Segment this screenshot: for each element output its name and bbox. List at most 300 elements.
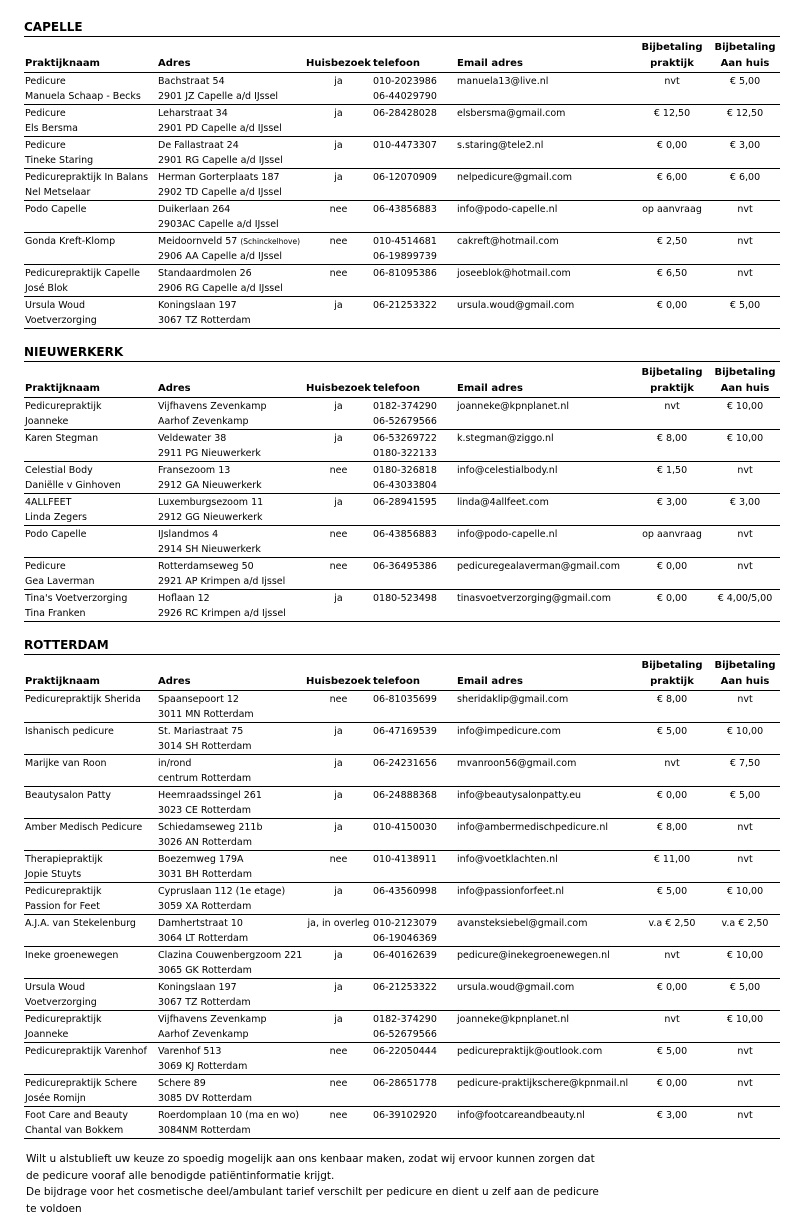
- address-line: [158, 559, 304, 574]
- section-capelle: [24, 18, 780, 329]
- address-text: 3084NM Rotterdam: [158, 1125, 251, 1136]
- name-line: Pedicure: [25, 108, 66, 119]
- address-line: [158, 138, 304, 153]
- address-text: 3067 TZ Rotterdam: [158, 997, 251, 1008]
- phone-line: 010-4473307: [373, 140, 437, 151]
- address-text: 3031 BH Rotterdam: [158, 869, 253, 880]
- practice-address: [157, 819, 305, 851]
- phone-line: 06-21253322: [373, 982, 437, 993]
- table-row: [24, 297, 780, 329]
- address-note: (Schinckelhove): [240, 237, 300, 246]
- fee-practice: € 1,50: [656, 465, 688, 476]
- address-text: 3065 GK Rotterdam: [158, 965, 252, 976]
- phone-line: 06-81035699: [373, 694, 437, 705]
- address-line: [158, 606, 304, 621]
- phone-line: 06-52679566: [373, 416, 437, 427]
- phone: [372, 979, 456, 1011]
- address-text: 2901 PD Capelle a/d IJssel: [158, 123, 282, 134]
- address-text: Roerdomplaan 10 (ma en wo): [158, 1110, 300, 1121]
- practice-name: [24, 1043, 157, 1075]
- address-line: [158, 202, 304, 217]
- phone-line: 06-19899739: [373, 251, 437, 262]
- name-line: Podo Capelle: [25, 529, 87, 540]
- phone: [372, 462, 456, 494]
- phone-line: 010-4150030: [373, 822, 437, 833]
- phone: [372, 1075, 456, 1107]
- practice-name: [24, 755, 157, 787]
- name-line: Pedicurepraktijk: [25, 886, 102, 897]
- email-link[interactable]: info@podo-capelle.nl: [457, 529, 558, 540]
- header-bijbetaling-praktijk: [634, 655, 710, 691]
- table-row: [24, 526, 780, 558]
- phone: [372, 169, 456, 201]
- fee-home: € 5,00: [729, 300, 761, 311]
- email-link[interactable]: info@ambermedischpedicure.nl: [457, 822, 608, 833]
- table-row: [24, 1043, 780, 1075]
- practice-address: [157, 787, 305, 819]
- table-row: [24, 169, 780, 201]
- header-telefoon: telefoon: [373, 58, 420, 69]
- address-text: 3085 DV Rotterdam: [158, 1093, 252, 1104]
- name-line: Pedicurepraktijk Schere: [25, 1078, 138, 1089]
- phone: [372, 1011, 456, 1043]
- address-text: De Fallastraat 24: [158, 140, 239, 151]
- fee-practice: op aanvraag: [642, 204, 702, 215]
- address-line: [158, 170, 304, 185]
- phone-line: 0180-326818: [373, 465, 437, 476]
- address-line: [158, 771, 304, 786]
- practice-name: [24, 169, 157, 201]
- name-line: Karen Stegman: [25, 433, 99, 444]
- fee-home: nvt: [737, 1110, 753, 1121]
- section-title: NIEUWERKERK: [24, 345, 124, 359]
- address-line: [158, 217, 304, 232]
- home-visit: ja: [334, 140, 343, 151]
- practice-address: [157, 398, 305, 430]
- phone-line: 06-53269722: [373, 433, 437, 444]
- email-link[interactable]: info@impedicure.com: [457, 726, 561, 737]
- home-visit: nee: [329, 854, 348, 865]
- email-link[interactable]: cakreft@hotmail.com: [457, 236, 559, 247]
- header-huisbezoek: Huisbezoek: [306, 383, 371, 394]
- table-row: [24, 430, 780, 462]
- address-line: [158, 510, 304, 525]
- home-visit: ja, in overleg: [307, 918, 370, 929]
- name-line: Celestial Body: [25, 465, 93, 476]
- phone: [372, 883, 456, 915]
- practice-name: [24, 691, 157, 723]
- name-line: Tineke Staring: [25, 155, 94, 166]
- name-line: Tina Franken: [25, 608, 86, 619]
- address-text: 2911 PG Nieuwerkerk: [158, 448, 261, 459]
- address-text: 3067 TZ Rotterdam: [158, 315, 251, 326]
- header-line: Aan huis: [720, 383, 770, 394]
- address-text: Standaardmolen 26: [158, 268, 252, 279]
- home-visit: ja: [334, 497, 343, 508]
- email-link[interactable]: k.stegman@ziggo.nl: [457, 433, 554, 444]
- practice-name: [24, 915, 157, 947]
- table-row: [24, 1107, 780, 1139]
- email-link[interactable]: info@celestialbody.nl: [457, 465, 558, 476]
- home-visit: ja: [334, 950, 343, 961]
- fee-home: nvt: [737, 465, 753, 476]
- address-line: [158, 1012, 304, 1027]
- phone-line: 06-43856883: [373, 529, 437, 540]
- address-line: [158, 414, 304, 429]
- practice-address: [157, 851, 305, 883]
- header-huisbezoek: Huisbezoek: [306, 58, 371, 69]
- address-text: 2926 RC Krimpen a/d Ijssel: [158, 608, 286, 619]
- email-link[interactable]: pedicurepraktijk@outlook.com: [457, 1046, 603, 1057]
- header-row: [24, 362, 780, 398]
- fee-practice: € 3,00: [656, 1110, 688, 1121]
- note-line: te voldoen: [26, 1202, 82, 1215]
- email-link[interactable]: s.staring@tele2.nl: [457, 140, 544, 151]
- table-row: [24, 979, 780, 1011]
- home-visit: nee: [329, 268, 348, 279]
- practice-address: [157, 691, 305, 723]
- email-link[interactable]: mvanroon56@gmail.com: [457, 758, 577, 769]
- phone: [372, 430, 456, 462]
- practice-address: [157, 1043, 305, 1075]
- practice-address: [157, 915, 305, 947]
- practice-name: [24, 590, 157, 622]
- practice-table: [24, 36, 780, 329]
- phone: [372, 233, 456, 265]
- fee-home: € 10,00: [726, 401, 764, 412]
- header-line: Bijbetaling: [714, 660, 776, 671]
- name-line: Voetverzorging: [25, 997, 97, 1008]
- address-line: [158, 249, 304, 264]
- address-line: [158, 1123, 304, 1138]
- practice-name: [24, 1011, 157, 1043]
- address-text: 2912 GA Nieuwerkerk: [158, 480, 262, 491]
- home-visit: ja: [334, 1014, 343, 1025]
- home-visit: nee: [329, 561, 348, 572]
- header-praktijknaam: Praktijknaam: [25, 676, 100, 687]
- email-link[interactable]: info@beautysalonpatty.eu: [457, 790, 582, 801]
- table-row: [24, 819, 780, 851]
- table-row: [24, 787, 780, 819]
- fee-home: € 10,00: [726, 726, 764, 737]
- practice-address: [157, 755, 305, 787]
- practice-table: [24, 654, 780, 1139]
- email-link[interactable]: elsbersma@gmail.com: [457, 108, 566, 119]
- name-line: Pedicurepraktijk: [25, 1014, 102, 1025]
- home-visit: nee: [329, 529, 348, 540]
- header-telefoon: telefoon: [373, 383, 420, 394]
- home-visit: nee: [329, 465, 348, 476]
- fee-practice: nvt: [664, 1014, 680, 1025]
- email-link[interactable]: tinasvoetverzorging@gmail.com: [457, 593, 611, 604]
- practice-name: [24, 947, 157, 979]
- email-link[interactable]: ursula.woud@gmail.com: [457, 982, 575, 993]
- header-praktijknaam: Praktijknaam: [25, 383, 100, 394]
- practice-address: [157, 297, 305, 329]
- header-line: Bijbetaling: [641, 367, 703, 378]
- practice-name: [24, 137, 157, 169]
- fee-home: nvt: [737, 694, 753, 705]
- fee-practice: nvt: [664, 950, 680, 961]
- header-praktijknaam: Praktijknaam: [25, 58, 100, 69]
- address-text: Meidoornveld 57: [158, 236, 238, 247]
- name-line: Pedicurepraktijk Sherida: [25, 694, 141, 705]
- address-line: [158, 739, 304, 754]
- fee-practice: € 5,00: [656, 726, 688, 737]
- table-row: [24, 462, 780, 494]
- address-line: [158, 1027, 304, 1042]
- table-row: [24, 915, 780, 947]
- phone-line: 06-44029790: [373, 91, 437, 102]
- practice-name: [24, 462, 157, 494]
- table-row: [24, 233, 780, 265]
- header-line: Aan huis: [720, 676, 770, 687]
- table-row: [24, 494, 780, 526]
- practice-address: [157, 1107, 305, 1139]
- table-row: [24, 723, 780, 755]
- fee-home: € 5,00: [729, 982, 761, 993]
- phone: [372, 787, 456, 819]
- address-line: [158, 884, 304, 899]
- address-line: [158, 591, 304, 606]
- phone: [372, 526, 456, 558]
- fee-home: € 7,50: [729, 758, 761, 769]
- section-title: CAPELLE: [24, 20, 83, 34]
- fee-practice: € 0,00: [656, 561, 688, 572]
- fee-home: nvt: [737, 822, 753, 833]
- practice-name: [24, 883, 157, 915]
- address-line: [158, 463, 304, 478]
- table-row: [24, 398, 780, 430]
- address-line: [158, 1091, 304, 1106]
- address-line: [158, 899, 304, 914]
- home-visit: ja: [334, 433, 343, 444]
- practice-name: [24, 1107, 157, 1139]
- address-text: Boezemweg 179A: [158, 854, 244, 865]
- email-link[interactable]: pedicure-praktijkschere@kpnmail.nl: [457, 1078, 629, 1089]
- name-line: Gonda Kreft-Klomp: [25, 236, 116, 247]
- table-row: [24, 73, 780, 105]
- name-line: Foot Care and Beauty: [25, 1110, 128, 1121]
- header-bijbetaling-huis: [710, 37, 780, 73]
- fee-practice: € 12,50: [653, 108, 691, 119]
- phone: [372, 73, 456, 105]
- header-line: Bijbetaling: [641, 42, 703, 53]
- email-link[interactable]: info@voetklachten.nl: [457, 854, 558, 865]
- table-row: [24, 755, 780, 787]
- phone-line: 06-12070909: [373, 172, 437, 183]
- name-line: Linda Zegers: [25, 512, 87, 523]
- practice-address: [157, 979, 305, 1011]
- practice-address: [157, 462, 305, 494]
- email-link[interactable]: joanneke@kpnplanet.nl: [457, 1014, 569, 1025]
- name-line: Ursula Woud: [25, 300, 86, 311]
- footer-notes: [24, 1151, 780, 1217]
- address-text: 3059 XA Rotterdam: [158, 901, 252, 912]
- email-link[interactable]: avansteksiebel@gmail.com: [457, 918, 588, 929]
- phone: [372, 201, 456, 233]
- practice-address: [157, 265, 305, 297]
- header-line: praktijk: [650, 676, 694, 687]
- phone: [372, 265, 456, 297]
- phone: [372, 398, 456, 430]
- home-visit: nee: [329, 236, 348, 247]
- name-line: Pedicure: [25, 561, 66, 572]
- email-link[interactable]: ursula.woud@gmail.com: [457, 300, 575, 311]
- practice-name: [24, 233, 157, 265]
- fee-practice: € 6,50: [656, 268, 688, 279]
- practice-address: [157, 558, 305, 590]
- address-line: [158, 1059, 304, 1074]
- address-text: Koningslaan 197: [158, 982, 237, 993]
- address-text: Hoflaan 12: [158, 593, 210, 604]
- phone-line: 0180-523498: [373, 593, 437, 604]
- email-link[interactable]: manuela13@live.nl: [457, 76, 549, 87]
- header-line: Bijbetaling: [714, 367, 776, 378]
- name-line: Joanneke: [25, 1029, 69, 1040]
- address-text: Heemraadssingel 261: [158, 790, 262, 801]
- practice-name: [24, 430, 157, 462]
- practice-address: [157, 1011, 305, 1043]
- name-line: Jopie Stuyts: [25, 869, 82, 880]
- header-line: Bijbetaling: [714, 42, 776, 53]
- phone-line: 06-39102920: [373, 1110, 437, 1121]
- name-line: Ineke groenewegen: [25, 950, 119, 961]
- table-row: [24, 1011, 780, 1043]
- table-row: [24, 137, 780, 169]
- fee-practice: nvt: [664, 401, 680, 412]
- practice-name: [24, 851, 157, 883]
- practice-name: [24, 494, 157, 526]
- name-line: Joanneke: [25, 416, 69, 427]
- address-text: Herman Gorterplaats 187: [158, 172, 280, 183]
- phone-line: 06-28941595: [373, 497, 437, 508]
- fee-home: € 4,00/5,00: [717, 593, 773, 604]
- phone: [372, 297, 456, 329]
- practice-name: [24, 201, 157, 233]
- address-text: Varenhof 513: [158, 1046, 222, 1057]
- name-line: Pedicurepraktijk Capelle: [25, 268, 140, 279]
- phone: [372, 915, 456, 947]
- phone-line: 06-28428028: [373, 108, 437, 119]
- name-line: Marijke van Roon: [25, 758, 107, 769]
- address-line: [158, 313, 304, 328]
- header-line: Aan huis: [720, 58, 770, 69]
- email-link[interactable]: pedicuregealaverman@gmail.com: [457, 561, 620, 572]
- name-line: Amber Medisch Pedicure: [25, 822, 143, 833]
- address-text: Duikerlaan 264: [158, 204, 231, 215]
- address-text: 3011 MN Rotterdam: [158, 709, 254, 720]
- name-line: Daniëlle v Ginhoven: [25, 480, 121, 491]
- section-title: ROTTERDAM: [24, 638, 109, 652]
- email-link[interactable]: linda@4allfeet.com: [457, 497, 549, 508]
- address-text: Schere 89: [158, 1078, 206, 1089]
- address-text: 2906 AA Capelle a/d IJssel: [158, 251, 283, 262]
- header-line: praktijk: [650, 383, 694, 394]
- email-link[interactable]: nelpedicure@gmail.com: [457, 172, 573, 183]
- practice-name: [24, 979, 157, 1011]
- fee-practice: € 0,00: [656, 140, 688, 151]
- address-text: 3026 AN Rotterdam: [158, 837, 252, 848]
- phone: [372, 590, 456, 622]
- address-line: [158, 756, 304, 771]
- fee-home: nvt: [737, 854, 753, 865]
- phone-line: 0180-322133: [373, 448, 437, 459]
- fee-practice: € 0,00: [656, 593, 688, 604]
- header-email: Email adres: [457, 383, 523, 394]
- fee-home: € 10,00: [726, 950, 764, 961]
- name-line: Ursula Woud: [25, 982, 86, 993]
- fee-home: nvt: [737, 529, 753, 540]
- name-line: Podo Capelle: [25, 204, 87, 215]
- address-line: [158, 495, 304, 510]
- practice-address: [157, 526, 305, 558]
- home-visit: ja: [334, 76, 343, 87]
- phone: [372, 494, 456, 526]
- phone: [372, 137, 456, 169]
- address-text: 2902 TD Capelle a/d IJssel: [158, 187, 282, 198]
- phone-line: 06-52679566: [373, 1029, 437, 1040]
- fee-practice: € 5,00: [656, 886, 688, 897]
- address-text: Cypruslaan 112 (1e etage): [158, 886, 286, 897]
- table-row: [24, 691, 780, 723]
- header-email: Email adres: [457, 676, 523, 687]
- address-text: 2901 RG Capelle a/d IJssel: [158, 155, 283, 166]
- email-link[interactable]: joanneke@kpnplanet.nl: [457, 401, 569, 412]
- email-link[interactable]: joseeblok@hotmail.com: [457, 268, 571, 279]
- section-gap: [24, 329, 780, 343]
- home-visit: ja: [334, 401, 343, 412]
- fee-practice: € 0,00: [656, 790, 688, 801]
- home-visit: nee: [329, 1078, 348, 1089]
- address-text: Spaansepoort 12: [158, 694, 239, 705]
- practice-address: [157, 947, 305, 979]
- fee-home: nvt: [737, 236, 753, 247]
- home-visit: nee: [329, 1046, 348, 1057]
- header-bijbetaling-huis: [710, 655, 780, 691]
- email-link[interactable]: pedicure@inekegroenewegen.nl: [457, 950, 610, 961]
- address-line: [158, 803, 304, 818]
- name-line: A.J.A. van Stekelenburg: [25, 918, 136, 929]
- header-row: [24, 655, 780, 691]
- address-text: 2901 JZ Capelle a/d IJssel: [158, 91, 279, 102]
- phone-line: 0182-374290: [373, 1014, 437, 1025]
- email-link[interactable]: sheridaklip@gmail.com: [457, 694, 569, 705]
- home-visit: ja: [334, 982, 343, 993]
- fee-home: € 10,00: [726, 1014, 764, 1025]
- name-line: Nel Metselaar: [25, 187, 91, 198]
- address-text: Koningslaan 197: [158, 300, 237, 311]
- fee-home: € 10,00: [726, 433, 764, 444]
- name-line: Gea Laverman: [25, 576, 95, 587]
- practice-name: [24, 265, 157, 297]
- practice-name: [24, 526, 157, 558]
- address-line: [158, 931, 304, 946]
- email-link[interactable]: info@footcareandbeauty.nl: [457, 1110, 585, 1121]
- home-visit: nee: [329, 1110, 348, 1121]
- phone: [372, 1043, 456, 1075]
- note-line: De bijdrage voor het cosmetische deel/ambulant tarief verschilt per pedicure en dient u zelf aan de pedicure: [26, 1186, 599, 1198]
- home-visit: ja: [334, 790, 343, 801]
- practice-address: [157, 494, 305, 526]
- address-text: 2906 RG Capelle a/d IJssel: [158, 283, 283, 294]
- email-link[interactable]: info@podo-capelle.nl: [457, 204, 558, 215]
- header-adres: Adres: [158, 676, 191, 687]
- address-text: 3064 LT Rotterdam: [158, 933, 249, 944]
- phone: [372, 947, 456, 979]
- email-link[interactable]: info@passionforfeet.nl: [457, 886, 565, 897]
- address-line: [158, 266, 304, 281]
